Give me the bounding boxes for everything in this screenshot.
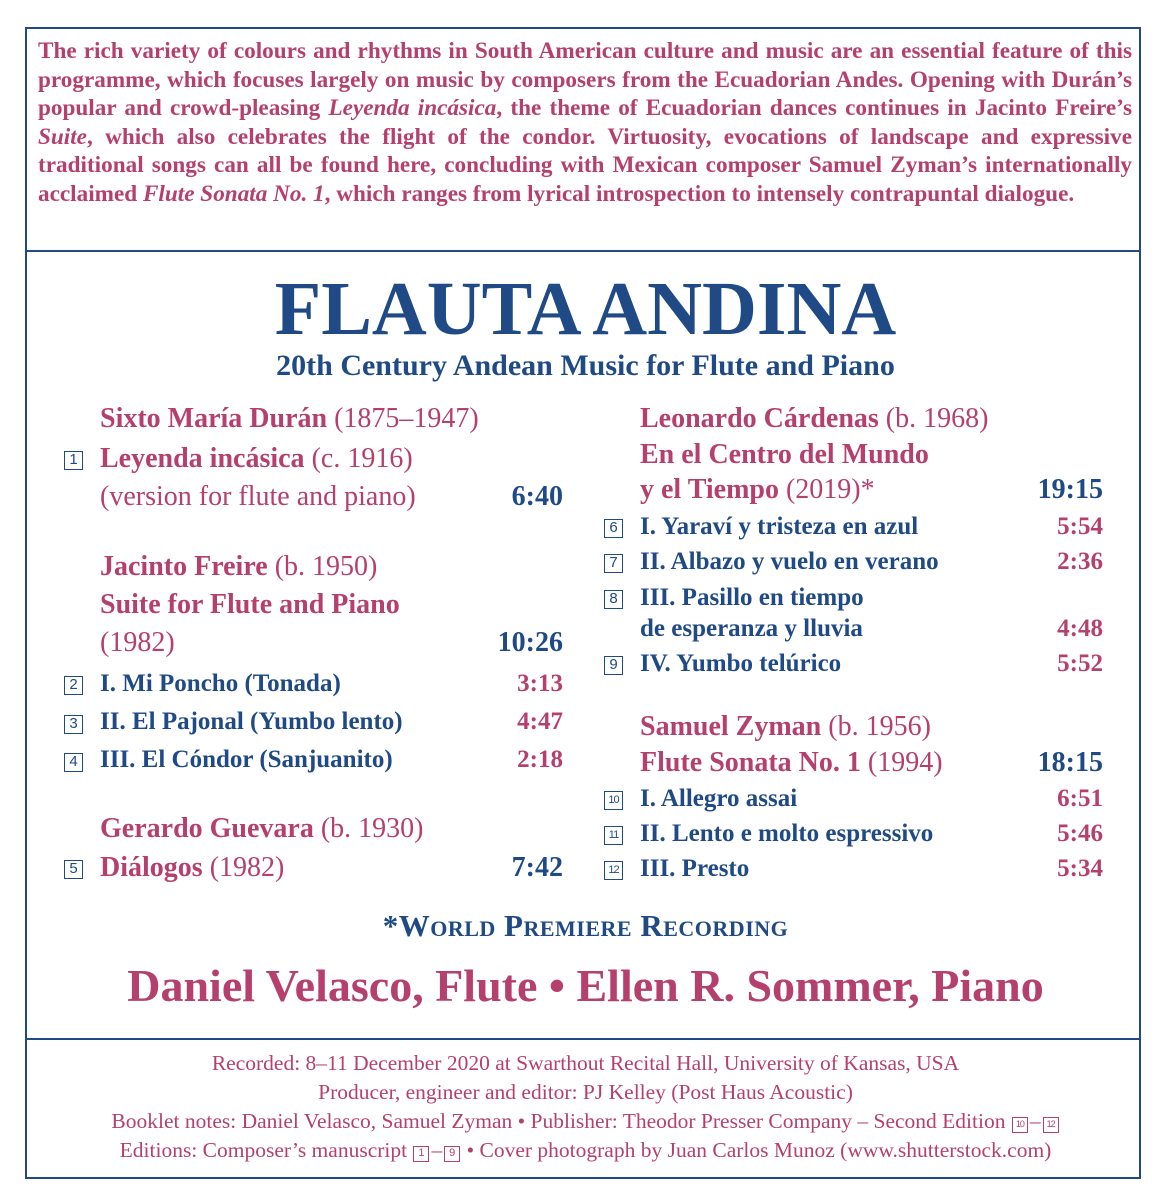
- credit-notes-text: Booklet notes: Daniel Velasco, Samuel Zyman • Publisher: Theodor Presser Company – Second Edition: [111, 1109, 1011, 1133]
- movement-duration: 5:46: [1057, 820, 1103, 847]
- track-number-9: 9: [604, 656, 623, 675]
- movement-duration: 3:13: [517, 670, 563, 697]
- duration-centro: 19:15: [1037, 474, 1103, 505]
- divider-bottom: [27, 1038, 1139, 1040]
- movement-title-continued: de esperanza y lluvia: [640, 615, 863, 642]
- work-centro-line1: En el Centro del Mundo: [640, 439, 929, 470]
- composer-dates: (b. 1950): [267, 551, 378, 582]
- work-year: (2019)*: [778, 474, 875, 505]
- track-number-8: 8: [604, 590, 623, 609]
- range-dash: –: [431, 1138, 443, 1162]
- track-number-12: 12: [604, 861, 623, 880]
- work-centro-line2: [640, 473, 875, 507]
- credit-recorded: Recorded: 8–11 December 2020 at Swarthout Recital Hall, University of Kansas, USA: [211, 1051, 960, 1075]
- track-number-5: 5: [64, 860, 83, 879]
- composer-guevara: [100, 812, 424, 846]
- movement-duration: 6:51: [1057, 785, 1103, 812]
- movement-title: III. Presto: [640, 855, 750, 882]
- duration-suite: 10:26: [497, 627, 563, 658]
- composer-zyman: [640, 710, 931, 744]
- track-number-10: 10: [604, 791, 623, 810]
- movement-duration: 2:36: [1057, 548, 1103, 575]
- work-year: (1994): [860, 747, 943, 778]
- composer-name: Leonardo Cárdenas: [640, 403, 879, 434]
- world-premiere-note: *World Premiere Recording: [382, 908, 789, 943]
- album-subtitle: 20th Century Andean Music for Flute and Piano: [276, 349, 895, 382]
- work-suite: Suite for Flute and Piano: [100, 589, 400, 620]
- composer-dates: (b. 1968): [878, 403, 989, 434]
- blurb-text-4: , which ranges from lyrical introspection to intensely contrapuntal dialogue.: [324, 180, 1075, 207]
- track-number-1: 1: [64, 451, 83, 470]
- movement-title: II. Lento e molto espressivo: [640, 820, 934, 847]
- movement-duration: 5:34: [1057, 855, 1103, 882]
- composer-cardenas: [640, 402, 988, 436]
- programme-description: [38, 37, 1132, 209]
- blurb-text-1: The rich variety of colours and rhythms in South American culture and music are an essential feature of this programme, which focuses largely on music by composers from the Ecuadorian Andes. Opening with Durán’s popular and crowd-pleasing: [38, 38, 1132, 122]
- composer-name: Jacinto Freire: [100, 551, 268, 582]
- composer-dates: (b. 1956): [821, 711, 931, 742]
- credit-editions-text: Editions: Composer’s manuscript: [119, 1138, 413, 1162]
- movement-duration: 5:52: [1057, 650, 1103, 677]
- blurb-text-2: , the theme of Ecuadorian dances continues in Jacinto Freire’s: [496, 95, 1133, 122]
- album-title: FLAUTA ANDINA: [274, 267, 897, 351]
- duration-dialogos: 7:42: [511, 852, 563, 883]
- credit-editions-cover: [0, 1136, 1171, 1164]
- composer-name: Gerardo Guevara: [100, 813, 314, 844]
- track-number-4: 4: [64, 753, 83, 772]
- work-dialogos: [100, 851, 284, 885]
- movement-title: II. El Pajonal (Yumbo lento): [100, 708, 403, 735]
- work-suite-year: (1982): [100, 627, 175, 658]
- track-range-end: 9: [444, 1146, 460, 1162]
- work-sonata: [640, 746, 943, 780]
- movement-title: I. Mi Poncho (Tonada): [100, 670, 341, 697]
- movement-title: III. Pasillo en tiempo: [640, 584, 864, 611]
- duration-leyenda: 6:40: [511, 481, 563, 512]
- blurb-italic-1: Leyenda incásica: [328, 95, 497, 122]
- work-title: y el Tiempo: [640, 474, 779, 505]
- divider-top: [27, 250, 1139, 252]
- track-range-end: 12: [1043, 1117, 1059, 1133]
- work-version: (version for flute and piano): [100, 481, 416, 512]
- duration-sonata: 18:15: [1037, 747, 1103, 778]
- track-range-start: 1: [413, 1146, 429, 1162]
- movement-title: I. Yaraví y tristeza en azul: [640, 513, 919, 540]
- composer-name: Samuel Zyman: [640, 711, 822, 742]
- performers: Daniel Velasco, Flute • Ellen R. Sommer, Piano: [127, 960, 1044, 1011]
- range-dash: –: [1029, 1109, 1041, 1133]
- track-number-2: 2: [64, 676, 83, 695]
- movement-duration: 5:54: [1057, 513, 1103, 540]
- composer-dates: (1875–1947): [327, 403, 479, 434]
- composer-dates: (b. 1930): [313, 813, 424, 844]
- work-title: Leyenda incásica: [100, 443, 305, 474]
- movement-duration: 4:47: [517, 708, 563, 735]
- track-range-start: 10: [1012, 1117, 1028, 1133]
- track-number-11: 11: [604, 826, 623, 845]
- movement-duration: 2:18: [517, 746, 563, 773]
- composer-name: Sixto María Durán: [100, 403, 328, 434]
- composer-duran: [100, 402, 479, 436]
- track-number-3: 3: [64, 715, 83, 734]
- movement-title: III. El Cóndor (Sanjuanito): [100, 746, 393, 773]
- blurb-italic-3: Flute Sonata No. 1: [142, 180, 325, 207]
- work-year: (1982): [202, 852, 285, 883]
- blurb-italic-2: Suite: [38, 123, 87, 150]
- composer-freire: [100, 550, 377, 584]
- credit-notes-publisher: [0, 1107, 1171, 1135]
- work-title: Flute Sonata No. 1: [640, 747, 861, 778]
- work-year: (c. 1916): [304, 443, 413, 474]
- movement-title: I. Allegro assai: [640, 785, 798, 812]
- work-title: Diálogos: [100, 852, 203, 883]
- credit-producer: Producer, engineer and editor: PJ Kelley (Post Haus Acoustic): [318, 1080, 853, 1104]
- track-number-7: 7: [604, 554, 623, 573]
- movement-title: IV. Yumbo telúrico: [640, 650, 842, 677]
- blurb-text-3: , which also celebrates the flight of the condor. Virtuosity, evocations of landscape and expressive traditional songs can all be found here, concluding with Mexican composer Samuel Zyman’s internationally acclaimed: [38, 123, 1132, 207]
- work-leyenda: [100, 442, 413, 476]
- credit-cover-text: • Cover photograph by Juan Carlos Munoz (www.shutterstock.com): [461, 1138, 1052, 1162]
- movement-duration: 4:48: [1057, 615, 1103, 642]
- movement-title: II. Albazo y vuelo en verano: [640, 548, 939, 575]
- track-number-6: 6: [604, 519, 623, 538]
